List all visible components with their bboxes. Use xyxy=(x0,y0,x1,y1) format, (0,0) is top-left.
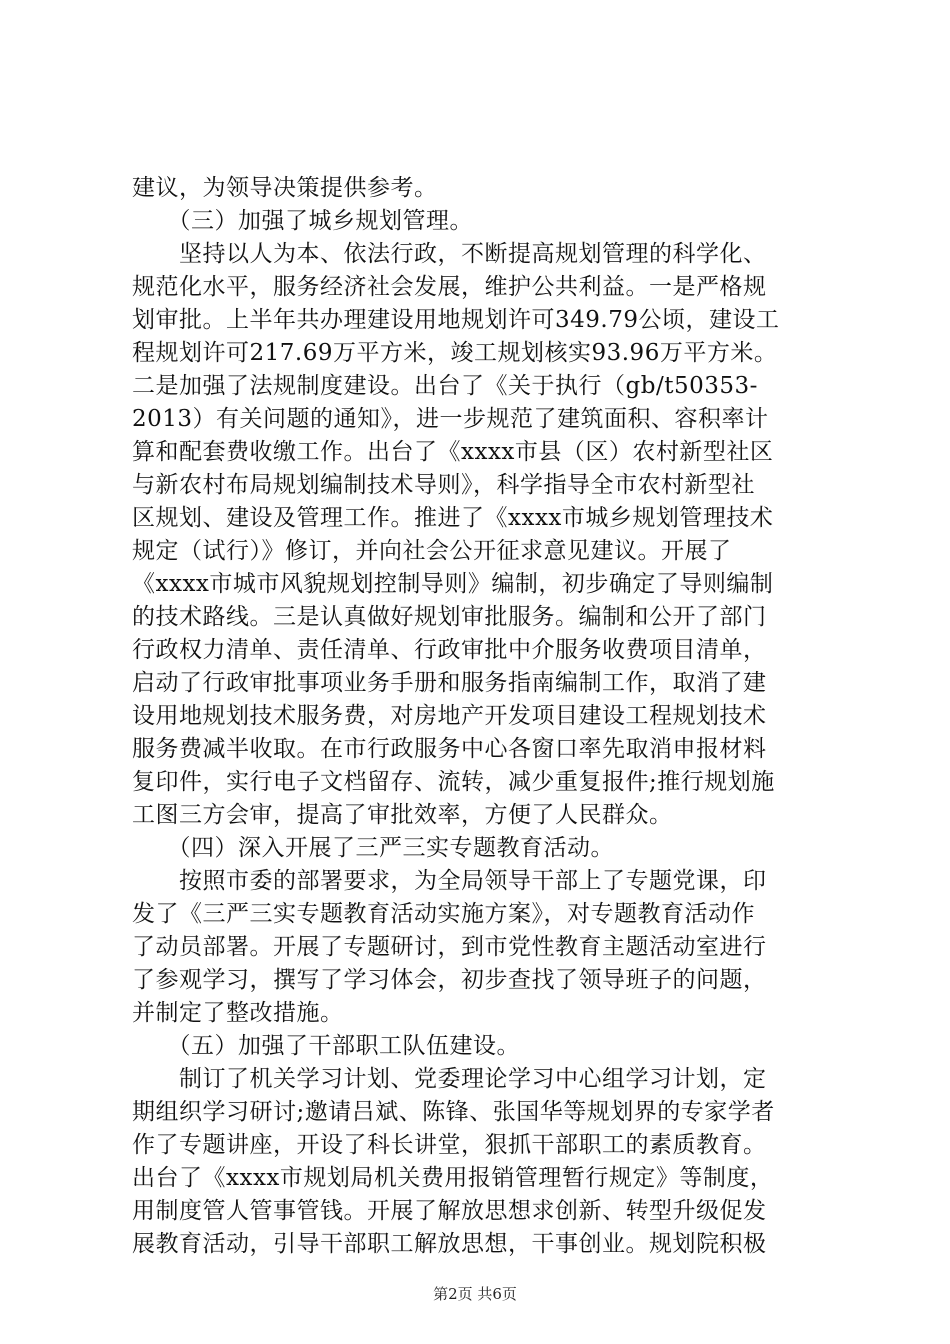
text-line: 规范化水平，服务经济社会发展，维护公共利益。一是严格规 xyxy=(132,274,767,300)
text-line: 设用地规划技术服务费，对房地产开发项目建设工程规划技术 xyxy=(132,703,767,729)
text-line: 复印件，实行电子文档留存、流转，减少重复报件;推行规划施 xyxy=(132,769,775,795)
text-line: 启动了行政审批事项业务手册和服务指南编制工作，取消了建 xyxy=(132,670,767,696)
page-number: 第2页 共6页 xyxy=(433,1285,517,1303)
text-line: 规定（试行）》修订，并向社会公开征求意见建议。开展了 xyxy=(132,538,732,564)
text-line: 工图三方会审，提高了审批效率，方便了人民群众。 xyxy=(132,802,673,828)
text-line: 展教育活动，引导干部职工解放思想，干事创业。规划院积极 xyxy=(132,1231,767,1257)
text-line: 《xxxx市城市风貌规划控制导则》编制，初步确定了导则编制 xyxy=(132,571,774,597)
text-line: 并制定了整改措施。 xyxy=(132,1000,344,1026)
text-line: 作了专题讲座，开设了科长讲堂，狠抓干部职工的素质教育。 xyxy=(132,1132,767,1158)
text-line: 区规划、建设及管理工作。推进了《xxxx市城乡规划管理技术 xyxy=(132,505,774,531)
text-line: 划审批。上半年共办理建设用地规划许可349.79公顷，建设工 xyxy=(132,307,780,333)
text-line: 建议，为领导决策提供参考。 xyxy=(132,175,438,201)
text-line: 的技术路线。三是认真做好规划审批服务。编制和公开了部门 xyxy=(132,604,767,630)
text-line: 二是加强了法规制度建设。出台了《关于执行（gb/t50353- xyxy=(132,373,758,399)
text-line: 与新农村布局规划编制技术导则》，科学指导全市农村新型社 xyxy=(132,472,755,498)
text-line: 用制度管人管事管钱。开展了解放思想求创新、转型升级促发 xyxy=(132,1198,767,1224)
text-line: 了参观学习，撰写了学习体会，初步查找了领导班子的问题， xyxy=(132,967,767,993)
text-line: 2013）有关问题的通知》，进一步规范了建筑面积、容积率计 xyxy=(132,406,769,432)
text-line: 期组织学习研讨;邀请吕斌、陈锋、张国华等规划界的专家学者 xyxy=(132,1099,775,1125)
section-heading: （四）深入开展了三严三实专题教育活动。 xyxy=(132,835,614,861)
text-line: 出台了《xxxx市规划局机关费用报销管理暂行规定》等制度， xyxy=(132,1165,774,1191)
text-line: 坚持以人为本、依法行政，不断提高规划管理的科学化、 xyxy=(132,241,767,267)
text-line: 按照市委的部署要求，为全局领导干部上了专题党课，印 xyxy=(132,868,767,894)
text-line: 了动员部署。开展了专题研讨，到市党性教育主题活动室进行 xyxy=(132,934,767,960)
text-line: 发了《三严三实专题教育活动实施方案》，对专题教育活动作 xyxy=(132,901,755,927)
section-heading: （三）加强了城乡规划管理。 xyxy=(132,208,473,234)
text-line: 算和配套费收缴工作。出台了《xxxx市县（区）农村新型社区 xyxy=(132,439,774,465)
text-line: 程规划许可217.69万平方米，竣工规划核实93.96万平方米。 xyxy=(132,340,778,366)
text-line: 制订了机关学习计划、党委理论学习中心组学习计划，定 xyxy=(132,1066,767,1092)
text-line: 服务费减半收取。在市行政服务中心各窗口率先取消申报材料 xyxy=(132,736,767,762)
section-heading: （五）加强了干部职工队伍建设。 xyxy=(132,1033,520,1059)
text-line: 行政权力清单、责任清单、行政审批中介服务收费项目清单， xyxy=(132,637,767,663)
